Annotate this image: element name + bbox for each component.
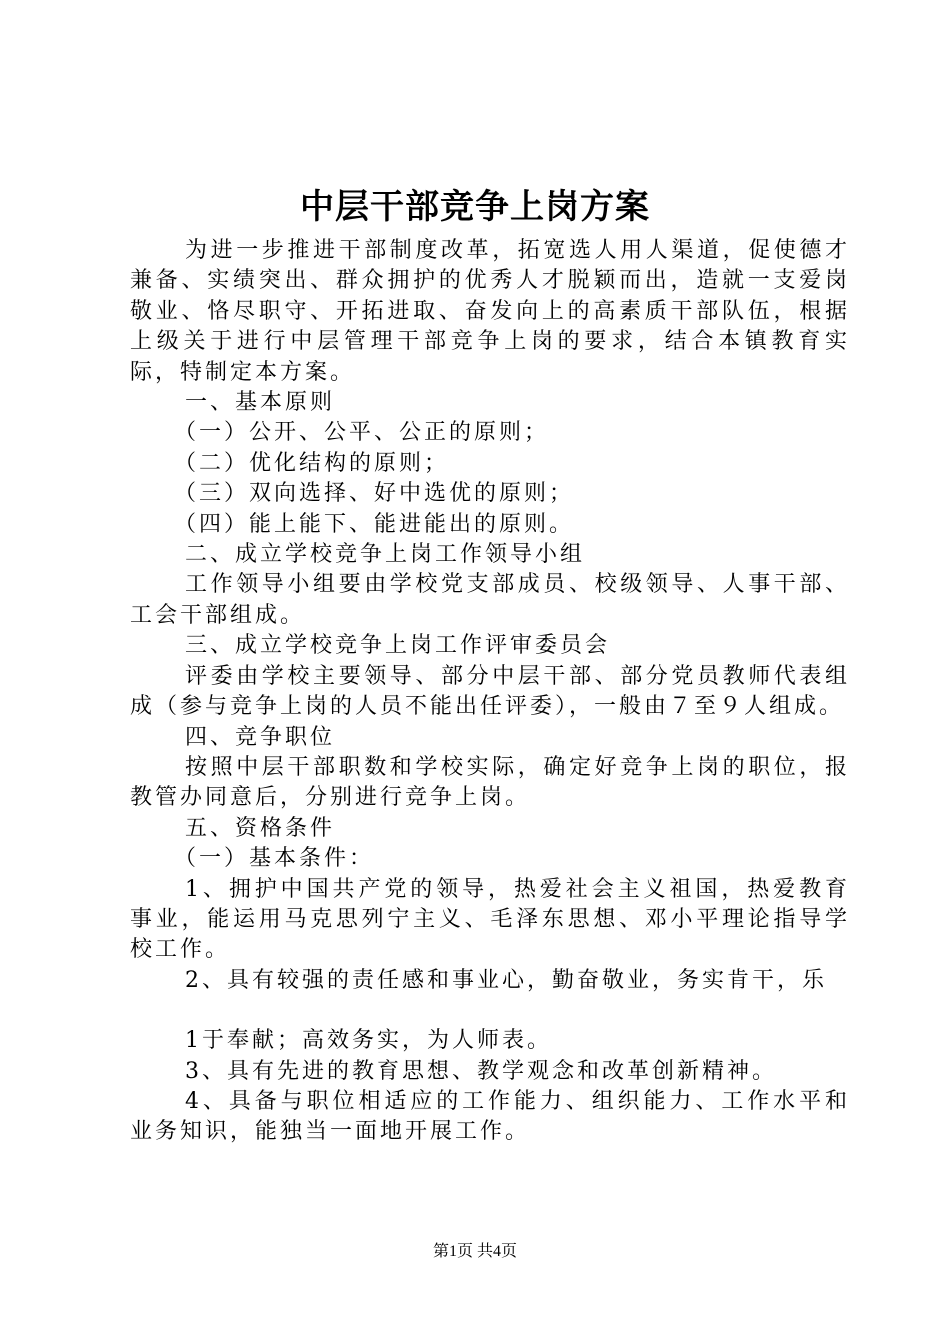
heading-positions: 四、竞争职位 bbox=[185, 724, 336, 750]
paragraph-leadership-group: 工作领导小组要由学校党支部成员、校级领导、人事干部、工会干部组成。 bbox=[130, 572, 850, 628]
list-item-condition-3: 3、具有先进的教育思想、教学观念和改革创新精神。 bbox=[185, 1058, 777, 1084]
list-item-principle-1: （一）公开、公平、公正的原则； bbox=[174, 420, 550, 446]
heading-basic-principles: 一、基本原则 bbox=[185, 390, 336, 416]
heading-review-committee: 三、成立学校竞争上岗工作评审委员会 bbox=[185, 633, 611, 659]
list-item-condition-1: 1、拥护中国共产党的领导，热爱社会主义祖国，热爱教育事业，能运用马克思列宁主义、毛泽东思想、邓小平理论指导学校工作。 bbox=[130, 876, 850, 963]
list-item-principle-3: （三）双向选择、好中选优的原则； bbox=[174, 481, 575, 507]
document-body bbox=[130, 236, 850, 1148]
paragraph-intro: 为进一步推进干部制度改革，拓宽选人用人渠道，促使德才兼备、实绩突出、群众拥护的优秀人才脱颖而出，造就一支爱岗敬业、恪尽职守、开拓进取、奋发向上的高素质干部队伍，根据上级关于进行中层管理干部竞争上岗的要求，结合本镇教育实际，特制定本方案。 bbox=[130, 238, 850, 385]
list-item-condition-2-continued: 1于奉献；高效务实，为人师表。 bbox=[185, 1028, 552, 1054]
page-footer: 第1页 共4页 bbox=[432, 1243, 517, 1260]
subheading-basic-conditions: （一）基本条件： bbox=[174, 846, 375, 872]
list-item-principle-2: （二）优化结构的原则； bbox=[174, 450, 450, 476]
page-break-gap bbox=[130, 996, 850, 1026]
list-item-condition-4: 4、具备与职位相适应的工作能力、组织能力、工作水平和业务知识，能独当一面地开展工作。 bbox=[130, 1088, 850, 1145]
paragraph-positions: 按照中层干部职数和学校实际，确定好竞争上岗的职位，报教管办同意后，分别进行竞争上岗。 bbox=[130, 754, 850, 811]
heading-qualifications: 五、资格条件 bbox=[185, 815, 336, 841]
page-title: 中层干部竞争上岗方案 bbox=[300, 187, 650, 227]
paragraph-review-committee: 评委由学校主要领导、部分中层干部、部分党员教师代表组成（参与竞争上岗的人员不能出任评委），一般由７至９人组成。 bbox=[130, 663, 850, 720]
heading-leadership-group: 二、成立学校竞争上岗工作领导小组 bbox=[185, 542, 586, 568]
list-item-condition-2: 2、具有较强的责任感和事业心，勤奋敬业，务实肯干，乐 bbox=[185, 967, 827, 993]
list-item-principle-4: （四）能上能下、能进能出的原则。 bbox=[174, 511, 575, 537]
